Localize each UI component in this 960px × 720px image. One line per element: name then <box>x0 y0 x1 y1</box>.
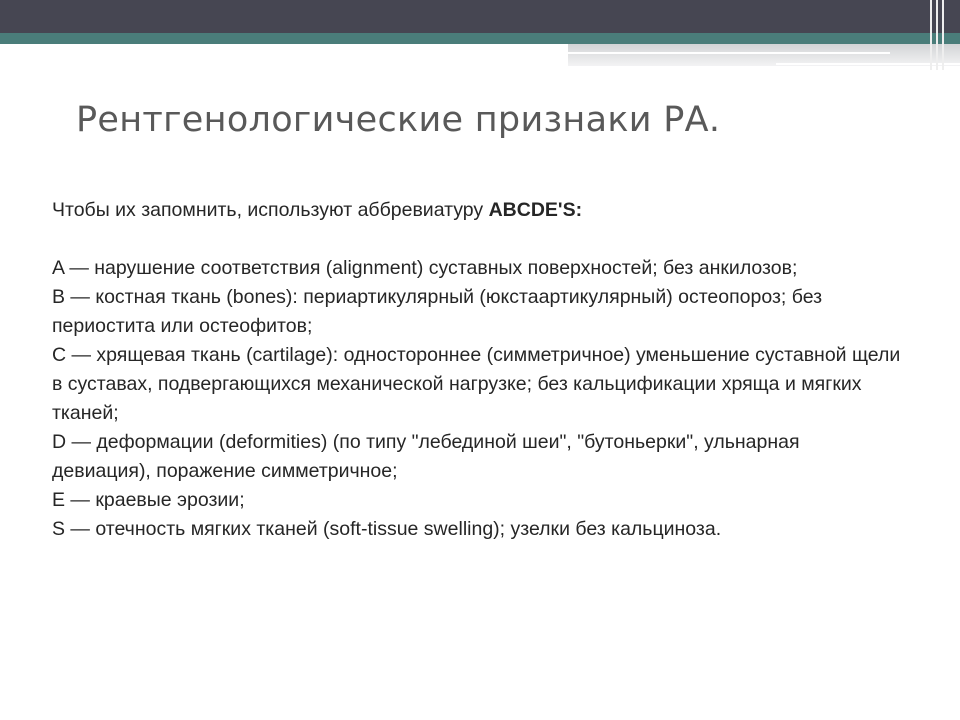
list-item-c: C — хрящевая ткань (cartilage): одностороннее (симметричное) уменьшение суставной щели в суставах, подвергающихся механической нагрузке; без кальцификации хряща и мягких тканей; <box>52 344 901 424</box>
slide-title: Рентгенологические признаки РА. <box>76 100 721 140</box>
list-item-b: B — костная ткань (bones): периартикулярный (юкстаартикулярный) остеопороз; без периостита или остеофитов; <box>52 286 823 337</box>
intro-paragraph <box>52 196 902 225</box>
list-item-d: D — деформации (deformities) (по типу "лебединой шеи", "бутоньерки", ульнарная девиация), поражение симметричное; <box>52 431 800 482</box>
abbreviation: ABCDE'S: <box>488 199 583 221</box>
slide-body <box>52 196 902 544</box>
decorative-line <box>776 63 960 65</box>
list-item-e: E — краевые эрозии; <box>52 489 245 511</box>
decorative-line <box>568 52 890 54</box>
header-band <box>0 0 960 33</box>
decorative-vertical-line <box>936 0 938 70</box>
decorative-vertical-line <box>942 0 944 70</box>
decorative-vertical-line <box>930 0 932 70</box>
intro-text: Чтобы их запомнить, используют аббревиатуру <box>52 199 489 221</box>
accent-stripe <box>0 33 960 44</box>
list-item-a: A — нарушение соответствия (alignment) суставных поверхностей; без анкилозов; <box>52 257 798 279</box>
list-item-s: S — отечность мягких тканей (soft-tissue swelling); узелки без кальциноза. <box>52 518 722 540</box>
